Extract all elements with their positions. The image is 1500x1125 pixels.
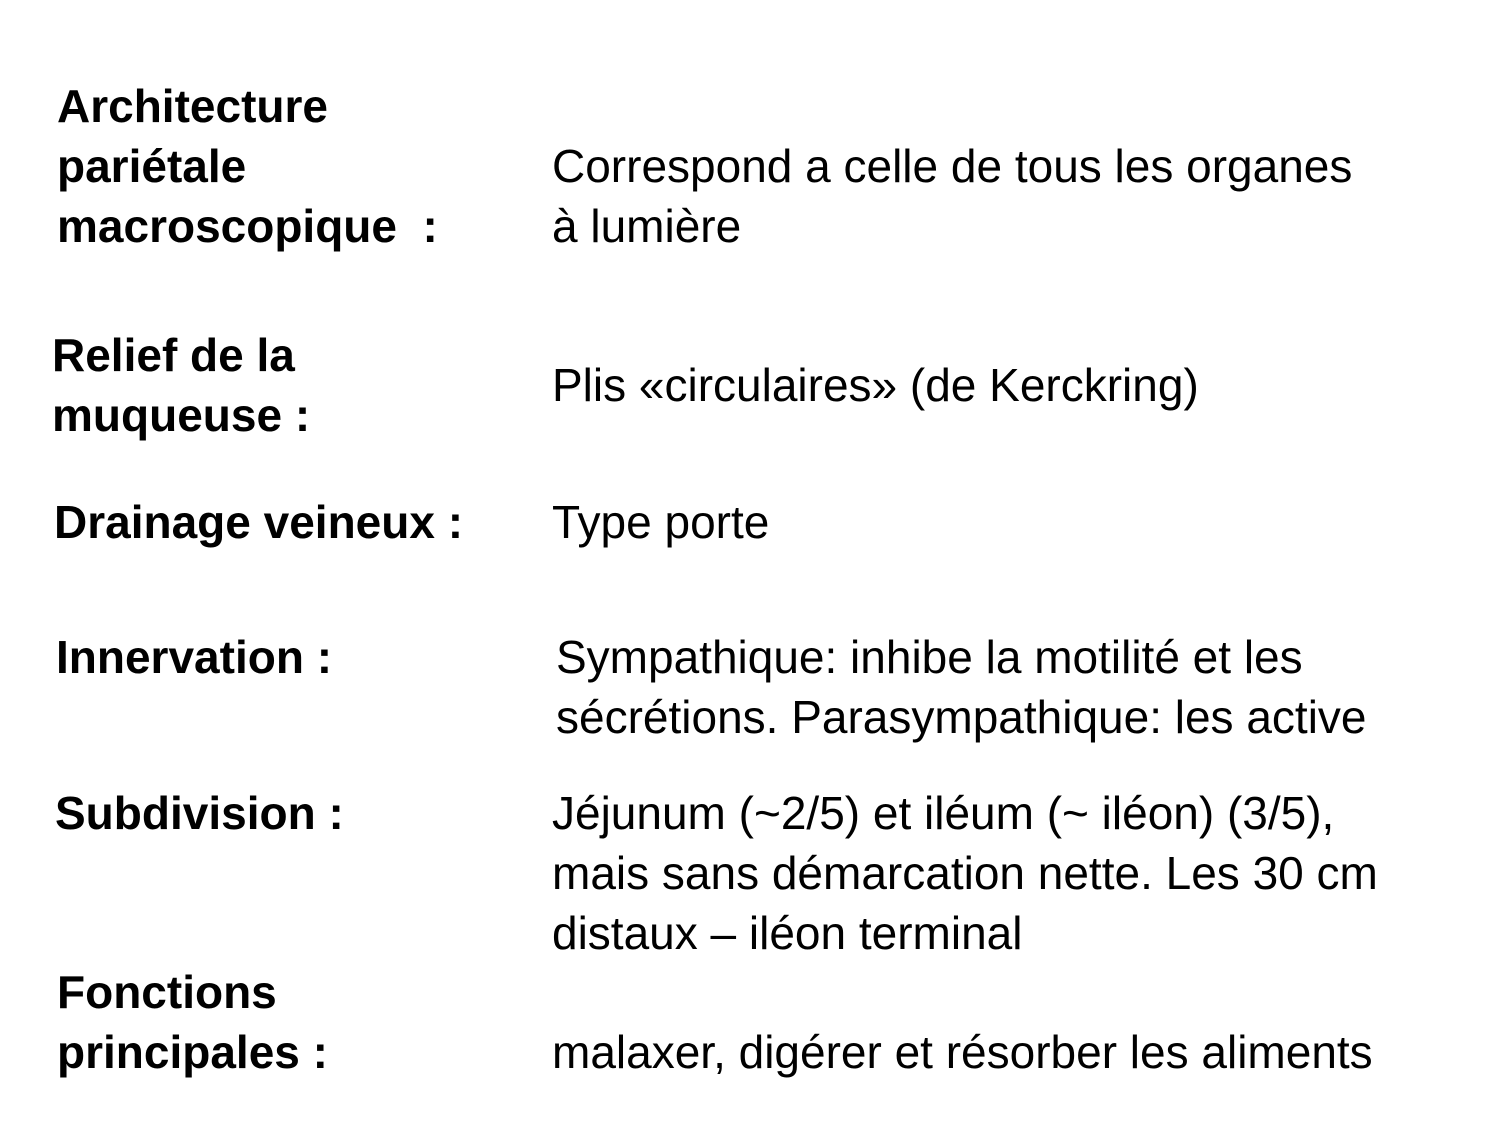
term-architecture (57, 76, 438, 256)
definition-architecture-line-1: Correspond a celle de tous les organes (552, 140, 1353, 192)
term-fonctions-line-2: principales : (57, 1026, 328, 1078)
term-architecture-line-3: macroscopique : (57, 200, 438, 252)
term-relief (52, 325, 310, 445)
definition-relief-line-1: Plis «circulaires» (de Kerckring) (552, 359, 1199, 411)
term-fonctions (57, 962, 328, 1082)
definition-subdivision-line-2: mais sans démarcation nette. Les 30 cm (552, 847, 1378, 899)
term-subdivision (55, 783, 344, 843)
definition-fonctions (552, 1022, 1373, 1082)
definition-drainage (552, 492, 769, 552)
term-architecture-line-2: pariétale (57, 140, 247, 192)
definition-drainage-line-1: Type porte (552, 496, 770, 548)
definition-relief (552, 355, 1199, 415)
definition-architecture (552, 136, 1352, 256)
definition-innervation (556, 627, 1367, 747)
definition-subdivision (552, 783, 1378, 963)
term-innervation (56, 627, 332, 687)
term-fonctions-line-1: Fonctions (57, 966, 277, 1018)
term-relief-line-1: Relief de la (52, 329, 295, 381)
term-architecture-line-1: Architecture (57, 80, 328, 132)
definition-fonctions-line-1: malaxer, digérer et résorber les aliments (552, 1026, 1373, 1078)
definition-innervation-line-1: Sympathique: inhibe la motilité et les (556, 631, 1303, 683)
term-innervation-line-1: Innervation : (56, 631, 333, 683)
definition-innervation-line-2: sécrétions. Parasympathique: les active (556, 691, 1367, 743)
term-relief-line-2: muqueuse : (52, 389, 311, 441)
definition-architecture-line-2: à lumière (552, 200, 742, 252)
definition-subdivision-line-3: distaux – iléon terminal (552, 907, 1023, 959)
definition-subdivision-line-1: Jéjunum (~2/5) et iléum (~ iléon) (3/5), (552, 787, 1335, 839)
term-drainage (54, 492, 463, 552)
term-drainage-line-1: Drainage veineux : (54, 496, 464, 548)
term-subdivision-line-1: Subdivision : (55, 787, 344, 839)
